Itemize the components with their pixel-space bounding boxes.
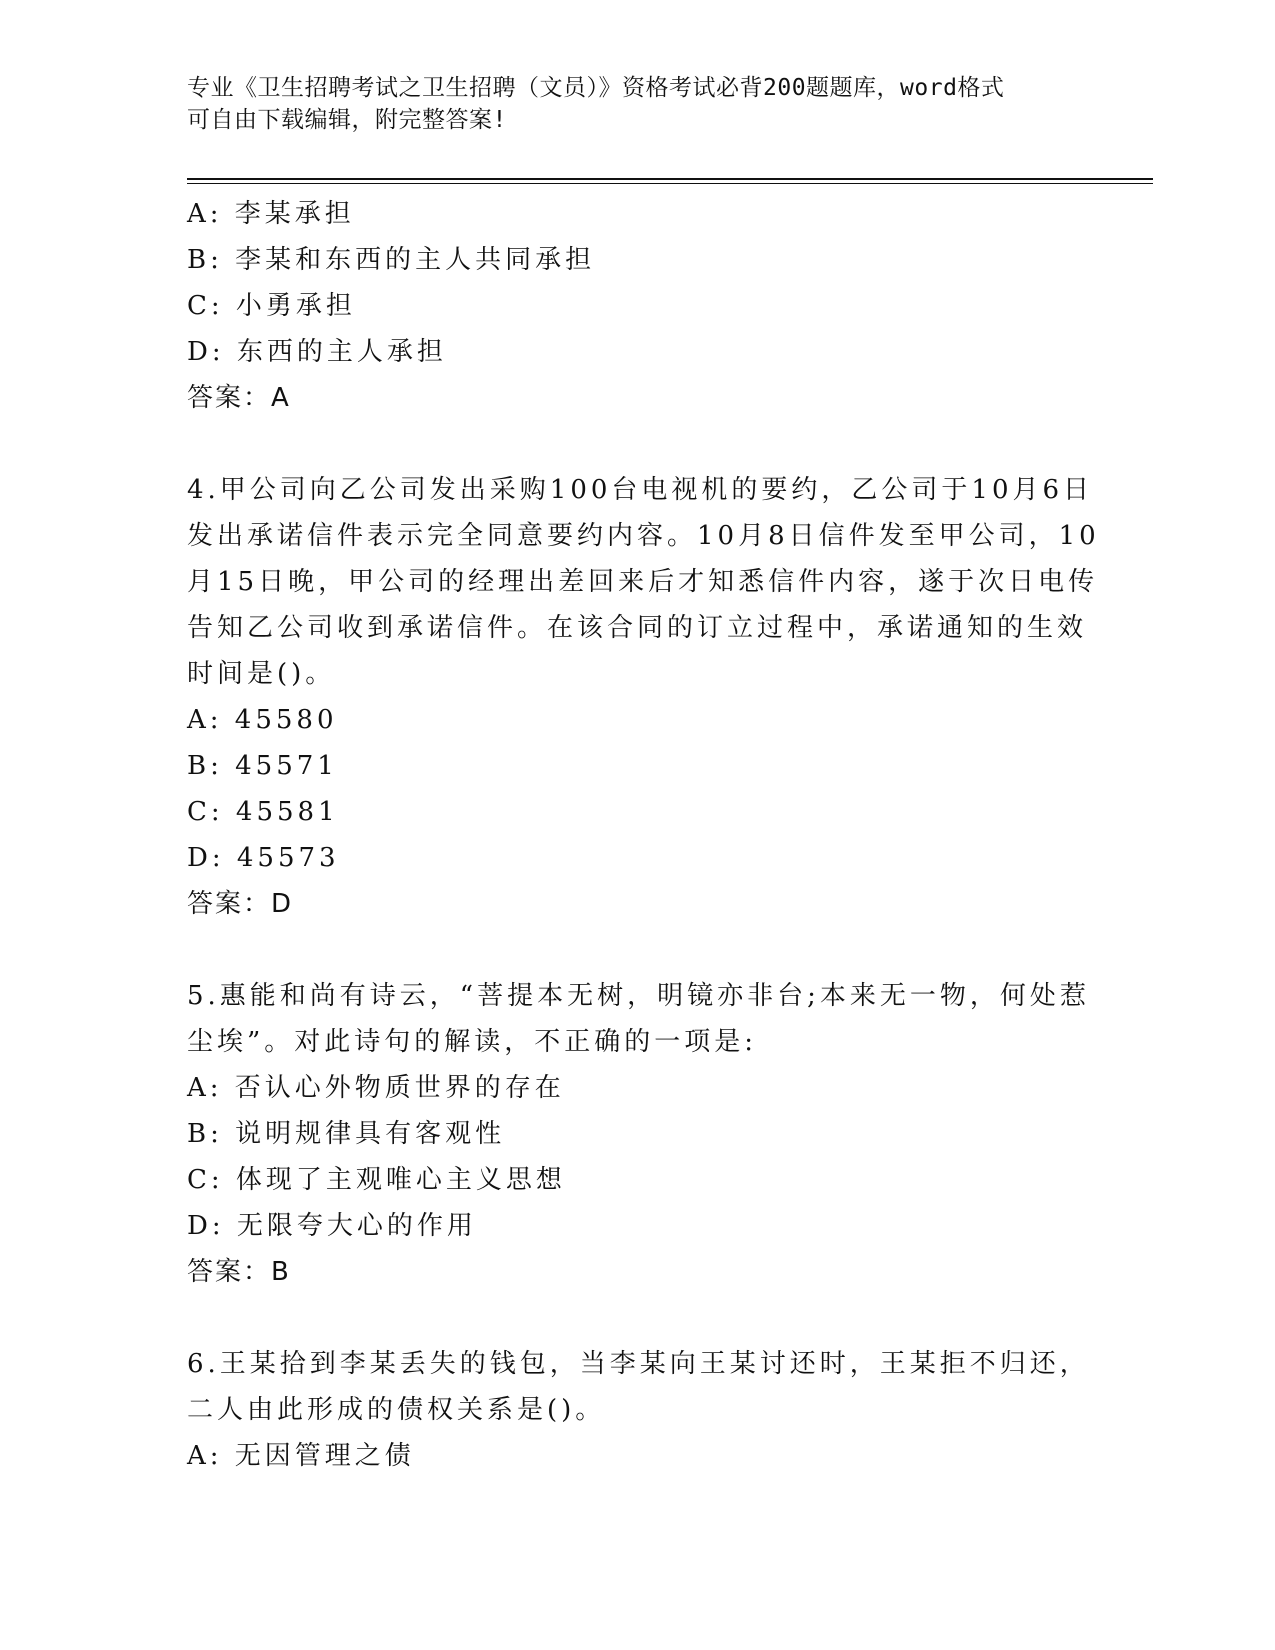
option-a: A: 无因管理之债	[187, 1441, 415, 1471]
document-header	[187, 72, 1067, 136]
option-a: A: 否认心外物质世界的存在	[187, 1073, 565, 1103]
option-a: A: 45580	[187, 705, 338, 735]
question-text-line: 尘埃”。对此诗句的解读，不正确的一项是:	[187, 1027, 758, 1057]
question-text-line: 时间是()。	[187, 659, 336, 689]
option-c: C: 45581	[187, 797, 339, 827]
question-text-line: 告知乙公司收到承诺信件。在该合同的订立过程中，承诺通知的生效	[187, 613, 1088, 643]
answer: 答案：B	[187, 1257, 291, 1287]
document-body	[187, 191, 1100, 1479]
header-divider-thick	[187, 178, 1153, 180]
option-b: B: 45571	[187, 751, 338, 781]
option-d: D: 45573	[187, 843, 340, 873]
question-4	[187, 467, 1100, 927]
question-text-line: 6.王某拾到李某丢失的钱包，当李某向王某讨还时，王某拒不归还，	[187, 1349, 1090, 1379]
question-6	[187, 1341, 1090, 1479]
answer: 答案：D	[187, 889, 294, 919]
question-5	[187, 973, 1090, 1295]
option-c: C: 体现了主观唯心主义思想	[187, 1165, 566, 1195]
option-a: A: 李某承担	[187, 199, 355, 229]
header-divider-thin	[187, 183, 1153, 184]
spacer	[187, 1295, 1087, 1341]
option-b: B: 李某和东西的主人共同承担	[187, 245, 596, 275]
question-text-line: 4.甲公司向乙公司发出采购100台电视机的要约，乙公司于10月6日	[187, 475, 1094, 505]
option-d: D: 无限夸大心的作用	[187, 1211, 477, 1241]
option-d: D: 东西的主人承担	[187, 337, 447, 367]
option-c: C: 小勇承担	[187, 291, 356, 321]
spacer	[187, 421, 1087, 467]
header-line-1: 专业《卫生招聘考试之卫生招聘（文员）》资格考试必背200题题库，word格式	[187, 75, 1005, 101]
header-line-2: 可自由下载编辑，附完整答案!	[187, 107, 507, 133]
question-3	[187, 191, 1087, 421]
question-text-line: 5.惠能和尚有诗云，“菩提本无树，明镜亦非台;本来无一物，何处惹	[187, 981, 1090, 1011]
question-text-line: 发出承诺信件表示完全同意要约内容。10月8日信件发至甲公司，10	[187, 521, 1100, 551]
question-text-line: 二人由此形成的债权关系是()。	[187, 1395, 606, 1425]
option-b: B: 说明规律具有客观性	[187, 1119, 506, 1149]
spacer	[187, 927, 1087, 973]
answer: 答案：A	[187, 383, 291, 413]
question-text-line: 月15日晚，甲公司的经理出差回来后才知悉信件内容，遂于次日电传	[187, 567, 1099, 597]
